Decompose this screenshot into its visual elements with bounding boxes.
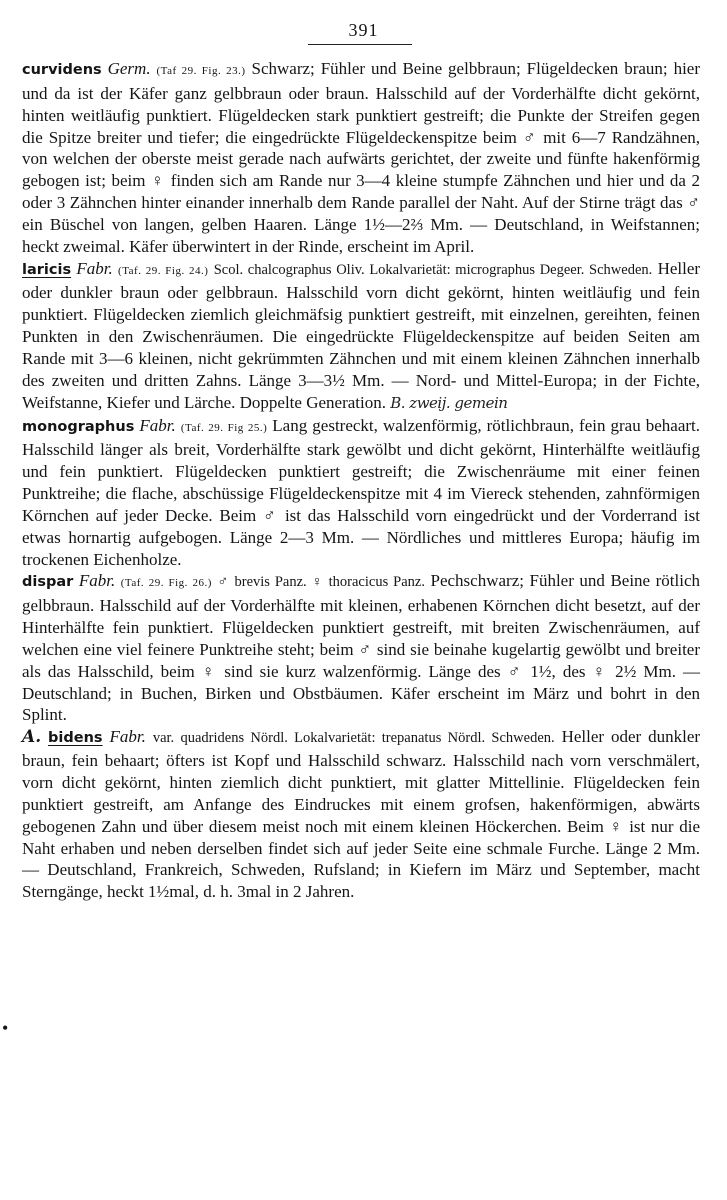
page-number: 391 — [348, 20, 379, 40]
plate-reference: (Taf 29. Fig. 23.) — [156, 65, 246, 77]
plate-reference: (Taf. 29. Fig 25.) — [180, 421, 268, 434]
species-name: dispar — [22, 574, 74, 591]
plate-reference: (Taf. 29. Fig. 24.) — [118, 264, 209, 277]
species-name: monographus — [22, 418, 135, 435]
handwritten-mark: A. — [22, 727, 42, 748]
species-description: Lang gestreckt, walzenförmig, rötlichbraun, fein grau behaart. Halsschild länger als breit, Vorderhälfte stark gewölbt und dicht gekörnt, Hinterhälfte weitläufig und fein punktiert. Flügeldecken punktiert gestreift; die Zwischenräume mit einer feinen Punktreihe; die flache, abschüssige Flügeldeckenspitze mit 4 im Viereck stehenden, zahnförmigen Körnchen auf jeder Decke. Beim ♂ ist das Halsschild vorn eingedrückt und der Vorderrand ist etwas hornartig aufgebogen. Länge 2—3 Mm. — Nördliches und mittleres Europa; häufig im trockenen Eichenholze. — [22, 415, 701, 569]
species-description: Heller oder dunkler braun, fein behaart; öfters ist Kopf und Halsschild schwarz. Halsschild nach vorn verschmälert, vorn dicht gekörnt, hinten ziemlich dicht punktiert, mit glatter Mittellinie. Flügeldecken fein punktiert gestreift, am Anfange des Eindruckes mit einem grofsen, hakenförmigen, abwärts gebogenen Zahn und über diesem meist noch mit einem kleinen Höckerchen. Beim ♀ ist nur die Naht erhaben und neben derselben findet sich auf jeder Seite eine schmale Furche. Länge 2 Mm. — Deutschland, Frankreich, Schweden, Rufsland; in Kiefern im März und September, macht Sterngänge, heckt 1½mal, d. h. 3mal in 2 Jahren. — [22, 727, 701, 902]
entry-bidens — [22, 726, 700, 903]
species-description: Heller oder dunkler braun oder gelbbraun. Halsschild vorn dicht gekörnt, hinten weitläufig und fein punktiert. Flügeldecken ziemlich gleichmäfsig punktiert gestreift, mit einzelnen, gereihten, feinen Punkten in den Zwischenräumen. Die eingedrückte Flügeldeckenspitze auf beiden Seiten am Rande mit 3—6 kleinen, nicht gekrümmten Zähnchen und mit einem kleinen Zähnchen innerhalb des zweiten und dritten Zahns. Länge 3—3½ Mm. — Nord- und Mittel-Europa; in der Fichte, Weifstanne, Kiefer und Lärche. Doppelte Generation. — [22, 258, 701, 412]
entry-curvidens — [22, 58, 700, 258]
species-description: Pechschwarz; Fühler und Beine rötlich gelbbraun. Halsschild auf der Vorderhälfte mit kleinen, erhabenen Körnchen dicht besetzt, auf der Hinterhälfte fein punktiert. Flügeldecken punktiert gestreift, mit breiten Zwischenräumen, auf welchen eine viel feinere Punktreihe steht; beim ♂ sind sie beinahe kugelartig gewölbt und breiter als das Halsschild, beim ♀ sind sie kurz walzenförmig. Länge des ♂ 1½, des ♀ 2½ Mm. — Deutschland; in Buchen, Birken und Obstbäumen. Käfer erscheint im März und bohrt in den Splint. — [22, 571, 701, 725]
species-name: bidens — [48, 730, 103, 747]
species-name: laricis — [22, 261, 72, 278]
header-rule — [308, 44, 412, 45]
species-author: Fabr. — [78, 571, 116, 591]
species-synonyms: ♂ brevis Panz. ♀ thoracicus Panz. — [217, 574, 425, 591]
body-text — [22, 58, 700, 903]
species-name: curvidens — [22, 62, 102, 78]
species-synonyms: var. quadridens Nördl. Lokalvarietät: trepanatus Nördl. Schweden. — [152, 730, 555, 747]
species-author: Fabr. — [109, 727, 146, 747]
species-author: Fabr. — [139, 415, 176, 435]
species-description: Schwarz; Fühler und Beine gelbbraun; Flügeldecken braun; hier und da ist der Käfer ganz gelbbraun oder braun. Halsschild auf der Vorderhälfte dicht gekörnt, hinten weitläufig punktiert. Flügeldecken stark punktiert gestreift; die Punkte der Streifen gegen die Spitze breiter und tiefer; die eingedrückte Flügeldeckenspitze beim ♂ mit 6—7 Randzähnen, von welchen der oberste meist gerade nach aufwärts gerichtet, der zweite und fünfte hakenförmig gebogen ist; beim ♀ finden sich am Rande nur 3—4 kleine stumpfe Zähnchen und hier und da 2 oder 3 Zähnchen hinter einander innerhalb dem Rande parallel der Naht. Auf der Stirne trägt das ♂ ein Büschel von langen, gelben Haaren. Länge 1½—2⅔ Mm. — Deutschland, in Weifstannen; heckt zweimal. Käfer überwintert in der Rinde, erscheint im April. — [22, 59, 700, 256]
entry-laricis — [22, 258, 700, 415]
entry-dispar — [22, 570, 700, 726]
species-synonyms: Scol. chalcographus Oliv. Lokalvarietät: micrographus Degeer. Schweden. — [213, 261, 653, 278]
species-author: Fabr. — [76, 258, 113, 278]
handwritten-annotation: B. zweij. gemein — [390, 393, 508, 412]
species-author: Germ. — [107, 59, 151, 78]
plate-reference: (Taf. 29. Fig. 26.) — [120, 577, 212, 590]
entry-monographus — [22, 415, 700, 571]
margin-dot: • — [2, 1018, 9, 1038]
